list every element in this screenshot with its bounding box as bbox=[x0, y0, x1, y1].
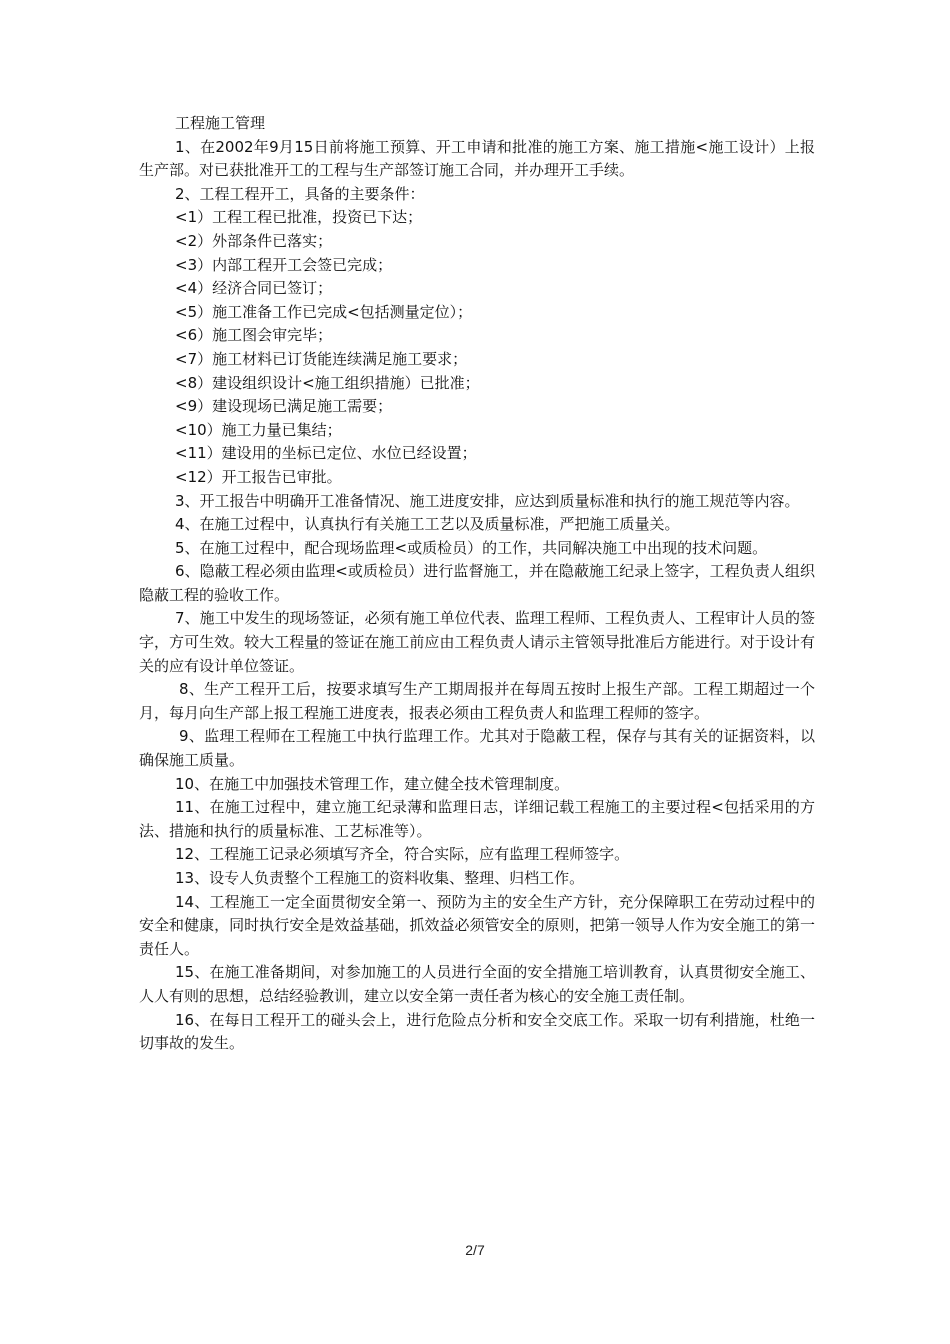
condition-6: <6）施工图会审完毕； bbox=[175, 326, 333, 345]
paragraph-9: 9、监理工程师在工程施工中执行监理工作。尤其对于隐蔽工程，保存与其有关的证据资料，以确保施工质量。 bbox=[139, 727, 815, 770]
condition-11: <11）建设用的坐标已定位、水位已经设置； bbox=[175, 444, 477, 463]
condition-9: <9）建设现场已满足施工需要； bbox=[175, 397, 393, 416]
paragraph-15: 15、在施工准备期间，对参加施工的人员进行全面的安全措施工培训教育，认真贯彻安全施工、人人有则的思想，总结经验教训，建立以安全第一责任者为核心的安全施工责任制。 bbox=[139, 963, 815, 1005]
condition-1: <1）工程工程已批准，投资已下达； bbox=[175, 208, 423, 227]
paragraph-14: 14、工程施工一定全面贯彻安全第一、预防为主的安全生产方针，充分保障职工在劳动过程中的安全和健康，同时执行安全是效益基础，抓效益必须管安全的原则，把第一领导人作为安全施工的第一责任人。 bbox=[139, 892, 815, 958]
paragraph-5: 5、在施工过程中，配合现场监理<或质检员）的工作，共同解决施工中出现的技术问题。 bbox=[175, 538, 768, 557]
condition-5: <5）施工准备工作已完成<包括测量定位）； bbox=[175, 302, 473, 321]
condition-2: <2）外部条件已落实； bbox=[175, 231, 333, 250]
paragraph-11: 11、在施工过程中，建立施工纪录薄和监理日志，详细记载工程施工的主要过程<包括采用的方法、措施和执行的质量标准、工艺标准等）。 bbox=[139, 798, 815, 840]
paragraph-3: 3、开工报告中明确开工准备情况、施工进度安排，应达到质量标准和执行的施工规范等内容。 bbox=[175, 491, 800, 510]
condition-4: <4）经济合同已签订； bbox=[175, 279, 333, 298]
paragraph-4: 4、在施工过程中，认真执行有关施工工艺以及质量标准，严把施工质量关。 bbox=[175, 515, 680, 534]
paragraph-2: 2、工程工程开工，具备的主要条件： bbox=[175, 184, 425, 203]
paragraph-12: 12、工程施工记录必须填写齐全，符合实际，应有监理工程师签字。 bbox=[175, 845, 630, 864]
paragraph-16: 16、在每日工程开工的碰头会上，进行危险点分析和安全交底工作。采取一切有利措施，杜绝一切事故的发生。 bbox=[139, 1010, 815, 1053]
condition-8: <8）建设组织设计<施工组织措施）已批准； bbox=[175, 373, 480, 392]
condition-10: <10）施工力量已集结； bbox=[175, 420, 342, 439]
paragraph-7: 7、施工中发生的现场签证，必须有施工单位代表、监理工程师、工程负责人、工程审计人员的签字，方可生效。较大工程量的签证在施工前应由工程负责人请示主管领导批准后方能进行。对于设计有关的应有设计单位签证。 bbox=[139, 609, 815, 675]
condition-3: <3）内部工程开工会签已完成； bbox=[175, 255, 393, 274]
paragraph-13: 13、设专人负责整个工程施工的资料收集、整理、归档工作。 bbox=[175, 869, 585, 887]
condition-7: <7）施工材料已订货能连续满足施工要求； bbox=[175, 349, 468, 368]
paragraph-8: 8、生产工程开工后，按要求填写生产工期周报并在每周五按时上报生产部。工程工期超过一个月，每月向生产部上报工程施工进度表，报表必须由工程负责人和监理工程师的签字。 bbox=[139, 680, 815, 722]
document-body bbox=[139, 112, 815, 1056]
document-title: 工程施工管理 bbox=[175, 114, 266, 132]
paragraph-1: 1、在2002年9月15日前将施工预算、开工申请和批准的施工方案、施工措施<施工设计）上报生产部。对已获批准开工的工程与生产部签订施工合同，并办理开工手续。 bbox=[139, 137, 815, 180]
paragraph-10: 10、在施工中加强技术管理工作，建立健全技术管理制度。 bbox=[175, 774, 570, 793]
page-number: 2/7 bbox=[465, 1242, 485, 1258]
condition-12: <12）开工报告已审批。 bbox=[175, 467, 342, 486]
paragraph-6: 6、隐蔽工程必须由监理<或质检员）进行监督施工，并在隐蔽施工纪录上签字，工程负责人组织隐蔽工程的验收工作。 bbox=[139, 562, 815, 604]
